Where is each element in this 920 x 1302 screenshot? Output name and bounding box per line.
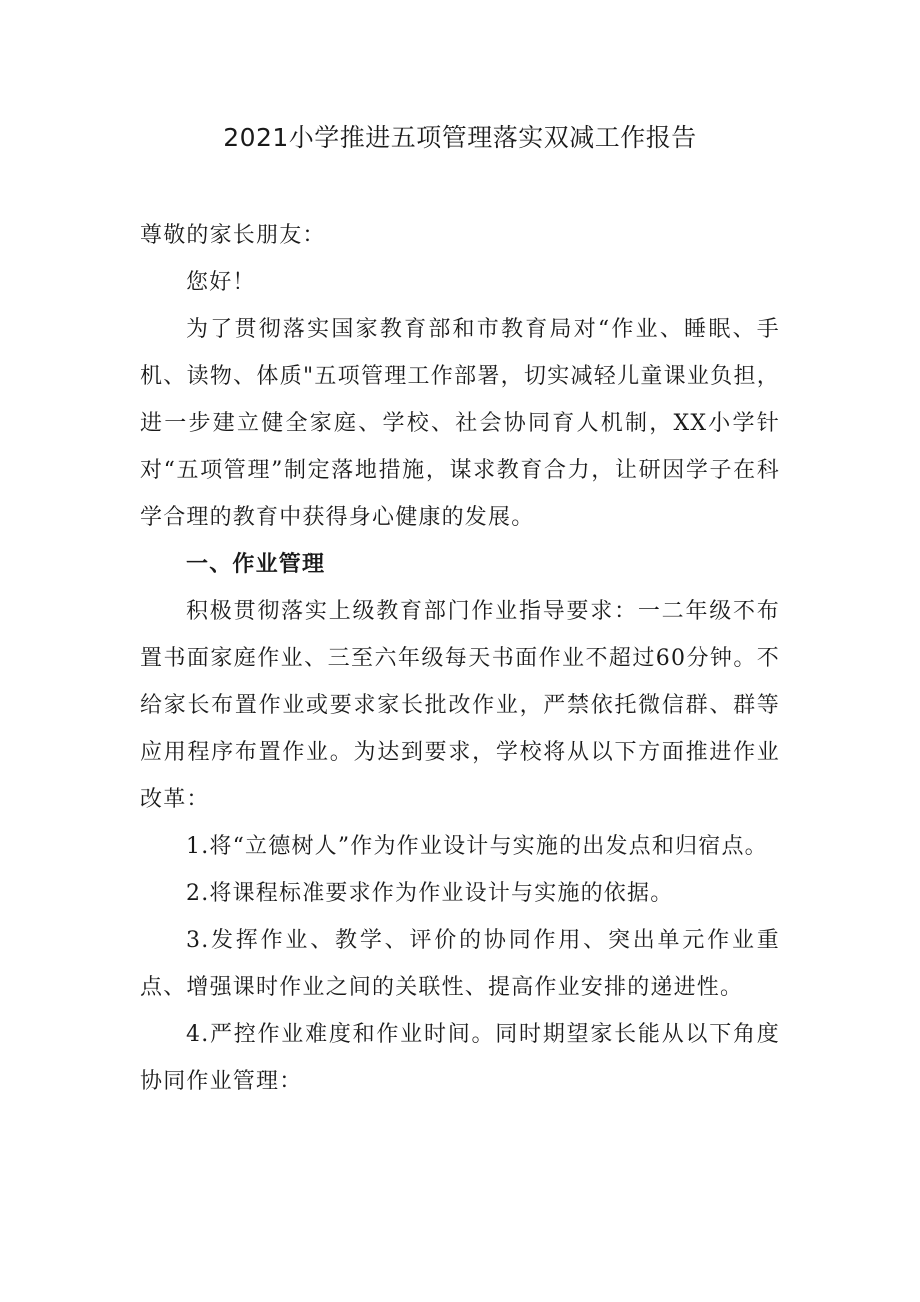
- document-body: [140, 212, 780, 1105]
- salutation: 尊敬的家长朋友：: [140, 223, 326, 248]
- list-item-2: 2.将课程标准要求作为作业设计与实施的依据。: [186, 881, 674, 906]
- section-intro-paragraph: 积极贯彻落实上级教育部门作业指导要求：一二年级不布置书面家庭作业、三至六年级每天书面作业不超过60分钟。不给家长布置作业或要求家长批改作业，严禁依托微信群、群等应用程序布置作业。为达到要求，学校将从以下方面推进作业改革：: [140, 599, 780, 812]
- list-item-1: 1.将“立德树人”作为作业设计与实施的出发点和归宿点。: [186, 834, 768, 859]
- intro-paragraph: 为了贯彻落实国家教育部和市教育局对“作业、睡眠、手机、读物、体质"五项管理工作部署，切实减轻儿童课业负担，进一步建立健全家庭、学校、社会协同育人机制，XX小学针对“五项管理”制定落地措施，谋求教育合力，让研因学子在科学合理的教育中获得身心健康的发展。: [140, 317, 780, 530]
- document-title: 2021小学推进五项管理落实双减工作报告: [223, 123, 697, 152]
- section-heading-homework: 一、作业管理: [186, 551, 326, 577]
- greeting: 您好！: [186, 270, 256, 295]
- list-item-3: 3.发挥作业、教学、评价的协同作用、突出单元作业重点、增强课时作业之间的关联性、提高作业安排的递进性。: [140, 928, 780, 1000]
- list-item-4: 4.严控作业难度和作业时间。同时期望家长能从以下角度协同作业管理：: [140, 1022, 780, 1094]
